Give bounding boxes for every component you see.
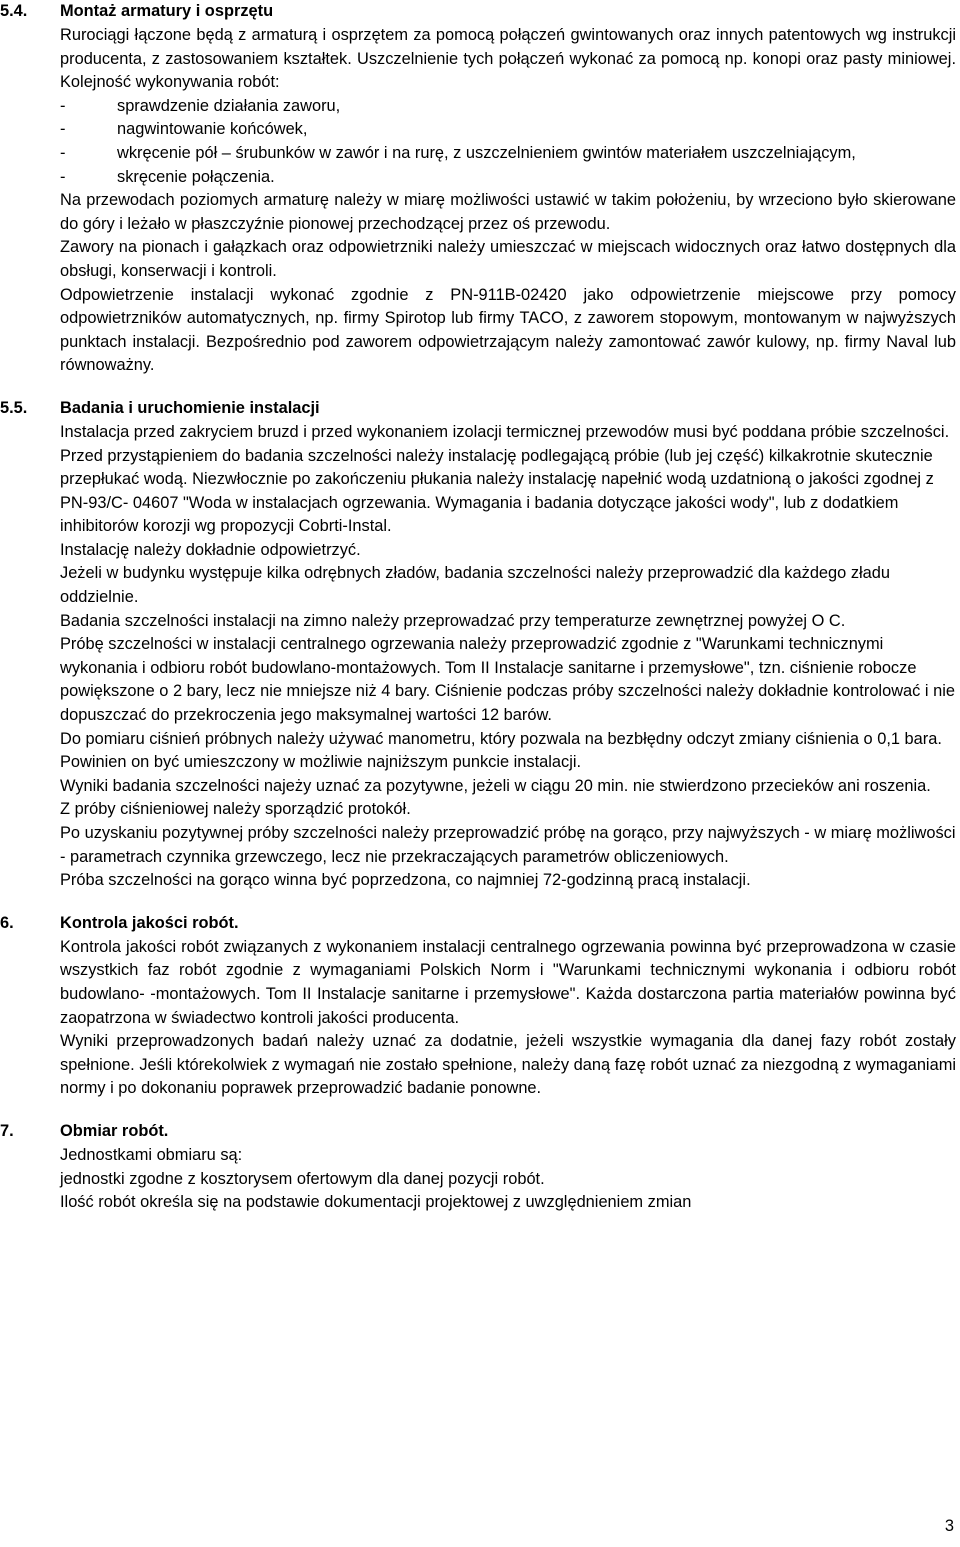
paragraph: Próbę szczelności w instalacji centralnego ogrzewania należy przeprowadzić zgodnie z "Warunkami technicznymi wykonania i odbioru robót budowlano-montażowych. Tom II Instalacje sanitarne i przemysłowe", tzn. ciśnienie robocze powiększone o 2 bary, lecz nie mniejsze niż 4 bary. Ciśnienie podczas próby szczelności należy dokładnie kontrolować i nie dopuszczać do przekroczenia jego maksymalnej wartości 12 barów. — [60, 635, 955, 725]
paragraph: Po uzyskaniu pozytywnej próby szczelności należy przeprowadzić próbę na gorąco, przy najwyższych - w miarę możliwości - parametrach czynnika grzewczego, lecz nie przekraczających parametrów obliczeniowych. — [60, 824, 956, 866]
section-number: 5.5. — [0, 398, 28, 417]
paragraph: Rurociągi łączone będą z armaturą i osprzętem za pomocą połączeń gwintowanych oraz innych patentowych wg instrukcji producenta, z zastosowaniem kształtek. Uszczelnienie tych połączeń wykonać za pomocą np. konopi oraz pasty miniowej. Kolejność wykonywania robót: — [60, 26, 956, 92]
list-item-text: sprawdzenie działania zaworu, — [117, 96, 341, 115]
list-item-text: wkręcenie pół – śrubunków w zawór i na rurę, z uszczelnieniem gwintów materiałem uszczelniającym, — [117, 143, 856, 162]
list-marker: - — [60, 120, 66, 139]
paragraph: Próba szczelności na gorąco winna być poprzedzona, co najmniej 72-godzinną pracą instalacji. — [60, 871, 751, 890]
paragraph: Odpowietrzenie instalacji wykonać zgodnie z PN-911B-02420 jako odpowietrzenie miejscowe przy pomocy odpowietrzników automatycznych, np. firmy Spirotop lub firmy TACO, z zaworem stopowym, montowanym w najwyższych punktach instalacji. Bezpośrednio pod zaworem odpowietrzającym należy zamontować zawór kulowy, np. firmy Naval lub równoważny. — [60, 285, 956, 375]
section-gap — [0, 1101, 960, 1120]
section-number: 6. — [0, 913, 14, 932]
section-heading — [0, 1120, 956, 1144]
list-item — [60, 166, 956, 190]
section-gap — [0, 378, 960, 397]
paragraph: Wyniki przeprowadzonych badań należy uznać za dodatnie, jeżeli wszystkie wymagania dla danej fazy robót zostały spełnione. Jeśli którekolwiek z wymagań nie zostało spełnione, należy daną fazę robót uznać za niezgodną z wymaganiami normy i po dokonaniu poprawek przeprowadzić badanie ponowne. — [60, 1032, 956, 1098]
task-list — [60, 95, 956, 189]
paragraph: Wyniki badania szczelności najeży uznać za pozytywne, jeżeli w ciągu 20 min. nie stwierdzono przecieków ani roszenia. — [60, 776, 931, 795]
paragraph: Instalację należy dokładnie odpowietrzyć. — [60, 540, 361, 559]
section-gap — [0, 893, 960, 912]
page-number: 3 — [944, 1517, 954, 1535]
list-marker: - — [60, 96, 66, 115]
paragraph: Instalacja przed zakryciem bruzd i przed wykonaniem izolacji termicznej przewodów musi być poddana próbie szczelności. — [60, 422, 950, 441]
section-number: 7. — [0, 1121, 14, 1140]
section-6 — [0, 912, 956, 1101]
paragraph: Jeżeli w budynku występuje kilka odrębnych zładów, badania szczelności należy przeprowadzić dla każdego zładu oddzielnie. — [60, 564, 891, 607]
paragraph: Zawory na pionach i gałązkach oraz odpowietrzniki należy umieszczać w miejscach widocznych oraz łatwo dostępnych dla obsługi, konserwacji i kontroli. — [60, 238, 956, 280]
list-item — [60, 118, 956, 142]
section-heading — [0, 912, 956, 936]
paragraph: Badania szczelności instalacji na zimno należy przeprowadzać przy temperaturze zewnętrznej powyżej O C. — [60, 611, 846, 630]
list-marker: - — [60, 167, 66, 186]
paragraph: jednostki zgodne z kosztorysem ofertowym dla danej pozycji robót. — [60, 1169, 545, 1188]
section-title: Kontrola jakości robót. — [60, 913, 239, 932]
section-heading — [0, 397, 956, 421]
list-item-text: nagwintowanie końcówek, — [117, 120, 308, 139]
list-item — [60, 142, 956, 166]
section-5-5 — [0, 397, 956, 893]
section-5-4 — [0, 0, 956, 378]
paragraph: Przed przystąpieniem do badania szczelności należy instalację podlegającą próbie (lub jej część) kilkakrotnie skutecznie przepłukać wodą. Niezwłocznie po zakończeniu płukania należy instalację napełnić wodą uzdatnioną o jakości zgodnej z PN-93/C- 04607 "Woda w instalacjach ogrzewania. Wymagania i badania dotyczące jakości wody", lub z dodatkiem inhibitorów korozji wg propozycji Cobrti-Instal. — [60, 446, 934, 536]
section-number: 5.4. — [0, 2, 28, 20]
section-heading — [0, 0, 956, 24]
section-7 — [0, 1120, 956, 1215]
section-title: Obmiar robót. — [60, 1121, 169, 1140]
paragraph: Ilość robót określa się na podstawie dokumentacji projektowej z uwzględnieniem zmian — [60, 1193, 692, 1212]
paragraph: Kontrola jakości robót związanych z wykonaniem instalacji centralnego ogrzewania powinna być przeprowadzona w czasie wszystkich faz robót zgodnie z wymaganiami Polskich Norm i "Warunkami technicznymi wykonania i odbioru robót budowlano- -montażowych. Tom II Instalacje sanitarne i przemysłowe". Każda dostarczona partia materiałów powinna być zaopatrzona w świadectwo kontroli jakości producenta. — [60, 937, 956, 1027]
section-title: Badania i uruchomienie instalacji — [60, 398, 320, 417]
section-title: Montaż armatury i osprzętu — [60, 2, 274, 20]
paragraph: Do pomiaru ciśnień próbnych należy używać manometru, który pozwala na bezbłędny odczyt zmiany ciśnienia o 0,1 bara. Powinien on być umieszczony w możliwie najniższym punkcie instalacji. — [60, 729, 942, 772]
list-item — [60, 95, 956, 119]
paragraph: Jednostkami obmiaru są: — [60, 1145, 243, 1164]
list-item-text: skręcenie połączenia. — [117, 167, 275, 186]
paragraph: Z próby ciśnieniowej należy sporządzić protokół. — [60, 800, 411, 819]
list-marker: - — [60, 143, 66, 162]
paragraph: Na przewodach poziomych armaturę należy w miarę możliwości ustawić w takim położeniu, by wrzeciono było skierowane do góry i leżało w płaszczyźnie pionowej przechodzącej przez oś przewodu. — [60, 191, 956, 233]
